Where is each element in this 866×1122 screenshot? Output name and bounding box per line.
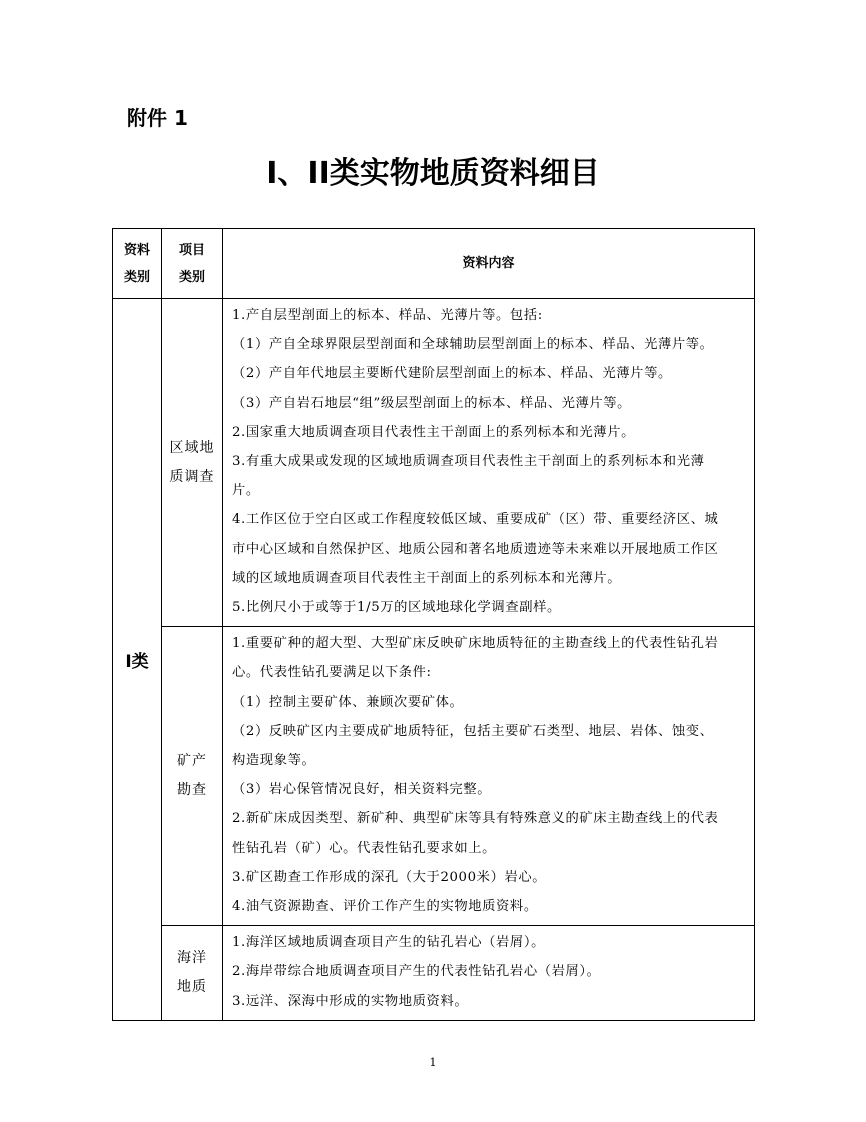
table-row xyxy=(113,627,755,926)
content-line: 4.工作区位于空白区或工作程度较低区域、重要成矿（区）带、重要经济区、城 xyxy=(232,512,719,528)
header-item-line2: 类别 xyxy=(178,269,205,285)
attachment-label: 附件 1 xyxy=(127,106,188,130)
category-cell: I类 xyxy=(113,299,162,1021)
header-category xyxy=(113,229,162,299)
content-line: 市中心区域和自然保护区、地质公园和著名地质遗迹等未来难以开展地质工作区 xyxy=(232,541,719,557)
content-line: 3.远洋、深海中形成的实物地质资料。 xyxy=(232,993,469,1009)
content-cell-mineral-exploration xyxy=(223,627,755,926)
content-line: 3.有重大成果或发现的区域地质调查项目代表性主干剖面上的系列标本和光薄 xyxy=(232,454,705,470)
content-cell-marine-geology xyxy=(223,926,755,1021)
content-line: 1.产自层型剖面上的标本、样品、光薄片等。包括: xyxy=(232,308,543,323)
content-line: 3.矿区勘查工作形成的深孔（大于2000米）岩心。 xyxy=(232,869,547,885)
content-line: 4.油气资源勘查、评价工作产生的实物地质资料。 xyxy=(232,899,538,915)
content-line: 2.国家重大地质调查项目代表性主干剖面上的系列标本和光薄片。 xyxy=(232,424,635,440)
item-label-line2: 勘查 xyxy=(177,782,207,799)
content-line: （2）产自年代地层主要断代建阶层型剖面上的标本、样品、光薄片等。 xyxy=(232,366,672,382)
content-line: 2.新矿床成因类型、新矿种、典型矿床等具有特殊意义的矿床主勘查线上的代表 xyxy=(232,811,719,827)
content-line: （1）控制主要矿体、兼顾次要矿体。 xyxy=(232,694,464,710)
header-content: 资料内容 xyxy=(223,229,755,299)
content-line: 片。 xyxy=(232,483,260,499)
header-item-line1: 项目 xyxy=(178,242,205,258)
content-line: （3）产自岩石地层“组”级层型剖面上的标本、样品、光薄片等。 xyxy=(232,395,632,411)
item-label-line1: 矿产 xyxy=(177,753,207,770)
content-line: 性钻孔岩（矿）心。代表性钻孔要求如上。 xyxy=(232,840,497,856)
content-line: （1）产自全球界限层型剖面和全球辅助层型剖面上的标本、样品、光薄片等。 xyxy=(232,337,714,353)
detail-table xyxy=(112,228,755,1021)
header-item xyxy=(162,229,223,299)
content-line: 1.海洋区域地质调查项目产生的钻孔岩心（岩屑）。 xyxy=(232,935,545,951)
item-cell-marine-geology xyxy=(162,926,223,1021)
content-cell-regional-survey xyxy=(223,299,755,627)
item-cell-mineral-exploration xyxy=(162,627,223,926)
content-line: 1.重要矿种的超大型、大型矿床反映矿床地质特征的主勘查线上的代表性钻孔岩 xyxy=(232,636,719,652)
item-label-line2: 质调查 xyxy=(169,468,215,485)
item-cell-regional-survey xyxy=(162,299,223,627)
content-line: 心。代表性钻孔要满足以下条件: xyxy=(232,665,432,681)
header-row xyxy=(113,229,755,299)
table-row xyxy=(113,926,755,1021)
page-number: 1 xyxy=(429,1056,437,1069)
item-label-line2: 地质 xyxy=(177,979,207,996)
page-title: I、II类实物地质资料细目 xyxy=(266,156,600,191)
item-label-line1: 区域地 xyxy=(169,439,215,456)
content-line: 5.比例尺小于或等于1/5万的区域地球化学调查副样。 xyxy=(232,600,561,616)
header-category-line2: 类别 xyxy=(123,269,150,285)
content-line: （2）反映矿区内主要成矿地质特征，包括主要矿石类型、地层、岩体、蚀变、 xyxy=(232,723,714,739)
header-category-line1: 资料 xyxy=(123,242,150,258)
item-label-line1: 海洋 xyxy=(177,950,207,967)
content-line: 域的区域地质调查项目代表性主干剖面上的系列标本和光薄片。 xyxy=(232,570,622,586)
content-line: （3）岩心保管情况良好，相关资料完整。 xyxy=(232,782,492,798)
content-line: 构造现象等。 xyxy=(232,753,316,769)
table-row xyxy=(113,299,755,627)
content-line: 2.海岸带综合地质调查项目产生的代表性钻孔岩心（岩屑）。 xyxy=(232,964,601,980)
